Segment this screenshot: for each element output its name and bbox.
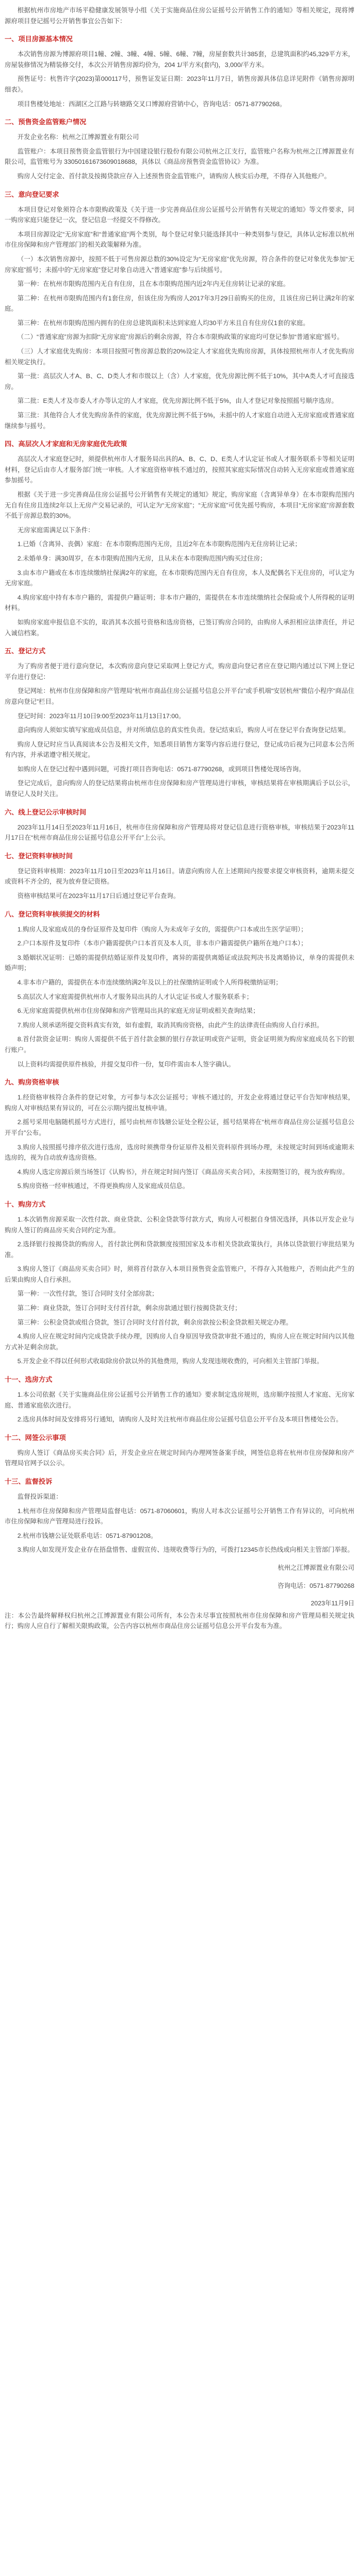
paragraph: 第三种：在杭州市限购范围内拥有的住房总建筑面积未达到家庭人均30平方米且自有住房仅1套的家庭。 xyxy=(17,319,309,327)
section-online-review-time xyxy=(5,807,354,843)
paragraph: 登记网址：杭州市住房保障和房产管理局“杭州市商品住房公证摇号信息公开平台”或手机端“安居杭州”微信小程序“商品住房意向登记”栏目。 xyxy=(5,687,354,705)
section-registration-method xyxy=(5,646,354,800)
paragraph: 4.购房人选定房源后须当场签订《认购书》，并在规定时间内签订《商品房买卖合同》，未按期签订的，视为放弃购房。 xyxy=(17,1168,349,1176)
section-talent-priority xyxy=(5,438,354,638)
paragraph: 为了购房者便于进行意向登记，本次购房意向登记采取网上登记方式，购房意向登记者应在登记期内通过以下网上登记平台进行登记： xyxy=(5,663,354,681)
paragraph: 高层次人才家庭登记时，须提供杭州市人才服务局出具的A、B、C、D、E类人才认定证书或人才服务联系卡等相关证明材料，登记后由市人才服务部门统一审核。人才家庭资格审核不通过的，按照其家庭实际情况自动转入无房家庭或普通家庭参加摇号。 xyxy=(5,455,354,484)
paragraph: 预售证号：杭售许字(2023)第000117号，预售证发证日期：2023年11月7日，销售房源具体信息详见附件《销售房源明细表》。 xyxy=(5,75,354,93)
paragraph: 5.高层次人才家庭需提供杭州市人才服务局出具的人才认定证书或人才服务联系卡； xyxy=(17,993,253,1001)
paragraph: 本项目房源设定“无房家庭”和“普通家庭”两个类别，每个登记对象只能选择其中一种类别参与登记，具体认定标准以杭州市住房保障和房产管理部门的相关政策解释为准。 xyxy=(5,230,354,249)
paragraph: 第二种：在杭州市限购范围内有1套住房，但该住房为购房人2017年3月29日前购买的住房，且该住房已转让满2年的家庭。 xyxy=(5,294,354,313)
paragraph: 如购房人在登记过程中遇到问题，可拨打项目咨询电话：0571-87790268，或到项目售楼处现场咨询。 xyxy=(17,765,305,773)
paragraph: 购房人登记时应当认真阅读本公告及相关文件，知悉项目销售方案等内容后进行登记，登记成功后视为已同意本公告所有内容，并承诺遵守相关规定。 xyxy=(5,740,354,759)
paragraph: 1.杭州市住房保障和房产管理局监督电话：0571-87060601，购房人对本次公证摇号公开销售工作有异议的，可向杭州市住房保障和房产管理局进行投诉。 xyxy=(5,1507,354,1526)
paragraph: 2023年11月14日至2023年11月16日，杭州市住房保障和房产管理局将对登记信息进行资格审核，审核结果于2023年11月17日在“杭州市商品住房公证摇号信息公开平台”上公示。 xyxy=(5,823,354,842)
section-registration-requirements xyxy=(5,189,354,432)
section-heading: 七、登记资料审核时间 xyxy=(5,852,73,860)
section-heading: 八、登记资料审核须提交的材料 xyxy=(5,910,100,918)
paragraph: 3.由本市户籍或在本市连续缴纳社保满2年的家庭，在本市限购范围内无自有住房，本人及配偶名下无住房的，可认定为无房家庭。 xyxy=(5,569,354,587)
section-heading: 十三、监督投诉 xyxy=(5,1478,53,1485)
paragraph: 1.经资格审核符合条件的登记对象，方可参与本次公证摇号；审核不通过的，开发企业将通过登记平台告知审核结果，购房人对审核结果有异议的，可在公示期内提出复核申请。 xyxy=(5,1094,354,1112)
paragraph: 第二种：商业贷款，签订合同时支付首付款，剩余房款通过银行按揭贷款支付； xyxy=(17,1304,241,1312)
paragraph: 4.购房人应在规定时间内完成贷款手续办理，因购房人自身原因导致贷款审批不通过的，购房人应在规定时间内以其他方式补足剩余房款。 xyxy=(5,1333,354,1351)
paragraph: 2.杭州市钱塘公证处联系电话：0571-87901208。 xyxy=(17,1532,157,1539)
paragraph: 5.购房资格一经审核通过，不得更换购房人及家庭成员信息。 xyxy=(17,1182,189,1190)
paragraph: 以上资料均需提供原件核验，并提交复印件一份，复印件需由本人签字确认。 xyxy=(17,1060,235,1068)
paragraph: 购房人签订《商品房买卖合同》后，开发企业应在规定时间内办理网签备案手续，网签信息将在杭州市住房保障和房产管理局官网予以公示。 xyxy=(5,1449,354,1467)
paragraph: 第一种：在杭州市限购范围内无自有住房，且在本市限购范围内近2年内无住房转让记录的家庭。 xyxy=(17,280,290,288)
paragraph: 5.开发企业不得以任何形式收取除房价款以外的其他费用，购房人发现违规收费的，可向相关主管部门举报。 xyxy=(17,1358,323,1365)
paragraph: 3.购房人如发现开发企业存在捂盘惜售、虚假宣传、违规收费等行为的，可拨打12345市长热线或向相关主管部门举报。 xyxy=(17,1546,354,1554)
paragraph: 6.无房家庭需提供杭州市住房保障和房产管理局出具的家庭无房证明或相关查询结果； xyxy=(17,1007,259,1015)
paragraph: 3.婚姻状况证明：已婚的需提供结婚证原件及复印件，离异的需提供离婚证或法院判决书及离婚协议，单身的需提供未婚声明； xyxy=(5,954,354,972)
paragraph: 2.户口本原件及复印件（本市户籍需提供户口本首页及本人页，非本市户籍需提供户籍所在地户口本）； xyxy=(17,940,307,947)
paragraph: 7.购房人须承诺所提交资料真实有效，如有虚假，取消其购房资格，由此产生的法律责任由购房人自行承担。 xyxy=(17,1021,323,1029)
paragraph: 8.首付款资金证明：购房人需提供不低于首付款金额的银行存款证明或资产证明，资金证明须为购房家庭成员名下的银行账户。 xyxy=(5,1036,354,1054)
paragraph: 本次销售房源为博源府项目1幢、2幢、3幢、4幢、5幢、6幢、7幢，房屋套数共计385套，总建筑面积约45,329平方米，房屋装修情况为精装修交付，本次公开销售房源均价为，204 1/平方米(套内)，3,000/平方米。 xyxy=(5,50,354,69)
intro-paragraph: 根据杭州市房地产市场平稳健康发展领导小组《关于实施商品住房公证摇号公开销售工作的通知》等相关规定，现将博源府项目登记摇号公开销售事宜公告如下： xyxy=(5,7,354,25)
section-heading: 十二、网签公示事项 xyxy=(5,1433,66,1442)
paragraph: 购房人交付定金、首付款及按揭贷款应存入上述预售资金监管账户，请购房人核实后办理，不得存入其他账户。 xyxy=(17,172,331,180)
paragraph: （三）人才家庭优先购房：本项目按照可售房源总数的20%设定人才家庭优先购房房源，具体按照杭州市人才优先购房相关规定执行。 xyxy=(5,348,354,366)
paragraph: 如购房家庭申报信息不实的，取消其本次摇号资格和选房资格，已签订购房合同的，由购房人承担相应法律责任，并记入诚信档案。 xyxy=(5,618,354,637)
paragraph: 1.本次销售房源采取一次性付款、商业贷款、公积金贷款等付款方式，购房人可根据自身情况选择，具体以开发企业与购房人签订的商品房买卖合同约定为准。 xyxy=(5,1215,354,1234)
paragraph: 监督投诉渠道： xyxy=(17,1493,62,1500)
paragraph: 资格审核结果可在2023年11月17日后通过登记平台查询。 xyxy=(17,892,180,900)
paragraph: 监管账户：本项目预售资金监管银行为中国建设银行股份有限公司杭州之江支行，监管账户名称为杭州之江博源置业有限公司，监管账号为 33050161673609018688，具体以《商品房预售资金监管协议》为准。 xyxy=(5,147,354,166)
paragraph: 登记时间：2023年11月10日9:00至2023年11月13日17:00。 xyxy=(17,712,185,720)
paragraph: 4.购房家庭中持有本市户籍的，需提供户籍证明；非本市户籍的，需提供在本市连续缴纳社会保险或个人所得税的证明材料。 xyxy=(5,594,354,612)
section-heading: 一、项目房源基本情况 xyxy=(5,35,73,43)
paragraph: 2.选择银行按揭贷款的购房人，首付款比例和贷款额度按照国家及本市相关贷款政策执行，具体以贷款银行审批结果为准。 xyxy=(5,1241,354,1259)
paragraph: 1.本公司依据《关于实施商品住房公证摇号公开销售工作的通知》要求制定选房规则，选房顺序按照人才家庭、无房家庭、普通家庭依次进行。 xyxy=(5,1391,354,1409)
section-escrow-account xyxy=(5,116,354,181)
paragraph: 登记资料审核期：2023年11月10日至2023年11月16日。请意向购房人在上述期间内按要求提交审核资料，逾期未提交或资料不齐全的，视为放弃登记资格。 xyxy=(5,867,354,886)
paragraph: （二）“普通家庭”房源为扣除“无房家庭”房源后的剩余房源，符合本市限购政策的家庭均可登记参加“普通家庭”摇号。 xyxy=(17,333,344,341)
section-heading: 五、登记方式 xyxy=(5,647,46,655)
section-heading: 二、预售资金监管账户情况 xyxy=(5,118,87,126)
paragraph: 无房家庭需满足以下条件： xyxy=(17,526,94,534)
paragraph: 3.购房人签订《商品房买卖合同》时，须将首付款存入本项目预售资金监管账户，不得存入其他账户，否则由此产生的后果由购房人自行承担。 xyxy=(5,1265,354,1283)
section-eligibility-review xyxy=(5,1077,354,1192)
paragraph: 本项目登记对象须符合本市限购政策及《关于进一步完善商品住房公证摇号公开销售有关规定的通知》等文件要求，同一购房家庭只能登记一次，登记信息一经提交不得修改。 xyxy=(5,206,354,224)
section-supervision-complaints xyxy=(5,1476,354,1555)
section-document-review-time xyxy=(5,851,354,902)
paragraph: 4.非本市户籍的，需提供在本市连续缴纳满2年及以上的社保缴纳证明或个人所得税缴纳证明； xyxy=(17,979,282,986)
section-heading: 四、高层次人才家庭和无房家庭优先政策 xyxy=(5,440,127,448)
section-required-materials xyxy=(5,909,354,1070)
section-heading: 六、线上登记公示审核时间 xyxy=(5,808,87,816)
section-heading: 九、购房资格审核 xyxy=(5,1078,59,1087)
section-housing-info xyxy=(5,33,354,109)
signature-company: 杭州之江博源置业有限公司 xyxy=(278,1564,354,1571)
paragraph: 2.未婚单身：满30周岁，在本市限购范围内无房，且从未在本市限购范围内购买过住房； xyxy=(17,554,267,562)
paragraph: 第二批：E类人才及市委人才办等认定的人才家庭，优先房源比例不低于5%，由人才登记对象按照摇号顺序选房。 xyxy=(17,397,338,405)
paragraph: 根据《关于进一步完善商品住房公证摇号公开销售有关规定的通知》规定，购房家庭（含离异单身）在本市限购范围内无自有住房且连续2年以上无房产交易记录的，可认定为“无房家庭”；“无房家庭”可优先摇号购房，本项目“无房家庭”房源套数不低于房源总数的30%。 xyxy=(5,491,354,520)
signature-phone: 咨询电话：0571-87790268 xyxy=(278,1582,354,1589)
section-purchase-method xyxy=(5,1199,354,1367)
paragraph: 第三批：其他符合人才优先购房条件的家庭，优先房源比例不低于5%，未摇中的人才家庭自动进入无房家庭或普通家庭继续参与摇号。 xyxy=(5,412,354,430)
paragraph: 登记完成后，意向购房人的登记结果将由杭州市住房保障和房产管理局进行审核，审核结果将在审核期满后予以公示，请登记人及时关注。 xyxy=(5,779,354,798)
section-heading: 十一、选房方式 xyxy=(5,1376,53,1384)
paragraph: 第三种：公积金贷款或组合贷款，签订合同时支付首付款，剩余房款按公积金贷款相关规定办理。 xyxy=(17,1318,292,1326)
section-heading: 十、购房方式 xyxy=(5,1200,46,1208)
paragraph: 第一批：高层次人才A、B、C、D类人才和市级以上（含）人才家庭，优先房源比例不低于10%，其中A类人才可直接选房。 xyxy=(5,372,354,391)
paragraph: 项目售楼处地址：西湖区之江路与转塘路交叉口博源府营销中心，咨询电话：0571-87790268。 xyxy=(17,100,286,108)
paragraph: 第一种：一次性付款，签订合同时支付全部房款； xyxy=(17,1290,158,1298)
paragraph: 意向购房人须如实填写家庭成员信息，并对所填信息的真实性负责。登记结束后，购房人可在登记平台查询登记结果。 xyxy=(17,726,350,734)
signature-date: 2023年11月9日 xyxy=(311,1600,354,1607)
paragraph: 2.摇号采用电脑随机摇号方式进行，摇号由杭州市钱塘公证处全程公证，摇号结果将在“杭州市商品住房公证摇号信息公开平台”公布。 xyxy=(5,1118,354,1137)
footer-note: 注：本公告最终解释权归杭州之江博源置业有限公司所有，本公告未尽事宜按照杭州市住房保障和房产管理局相关规定执行；购房人应自行了解相关限购政策，公告内容以杭州市商品住房公证摇号信息公开平台发布为准。 xyxy=(5,1612,354,1630)
paragraph: 1.已婚（含离异、丧偶）家庭：在本市限购范围内无房，且近2年在本市限购范围内无住房转让记录； xyxy=(17,540,301,548)
section-heading: 三、意向登记要求 xyxy=(5,190,59,198)
paragraph: 3.购房人按照摇号排序依次进行选房，选房时须携带身份证原件及相关资料原件到场办理，未按规定时间到场或逾期未选房的，视为自动放弃选房资格。 xyxy=(5,1143,354,1162)
paragraph: 1.购房人及家庭成员的身份证原件及复印件（购房人为未成年子女的，需提供户口本或出生医学证明）； xyxy=(17,925,307,933)
section-unit-selection xyxy=(5,1374,354,1425)
paragraph: （一）本次销售房源中，按照不低于可售房源总数的30%设定为“无房家庭”优先房源，符合条件的登记对象优先参加“无房家庭”摇号；未摇中的“无房家庭”登记对象自动进入“普通家庭”参与后续摇号。 xyxy=(5,255,354,274)
section-online-signing xyxy=(5,1432,354,1469)
paragraph: 2.选房具体时间及安排将另行通知，请购房人及时关注杭州市商品住房公证摇号信息公开平台及本项目售楼处公告。 xyxy=(17,1416,342,1423)
paragraph: 开发企业名称：杭州之江博源置业有限公司 xyxy=(17,133,139,141)
